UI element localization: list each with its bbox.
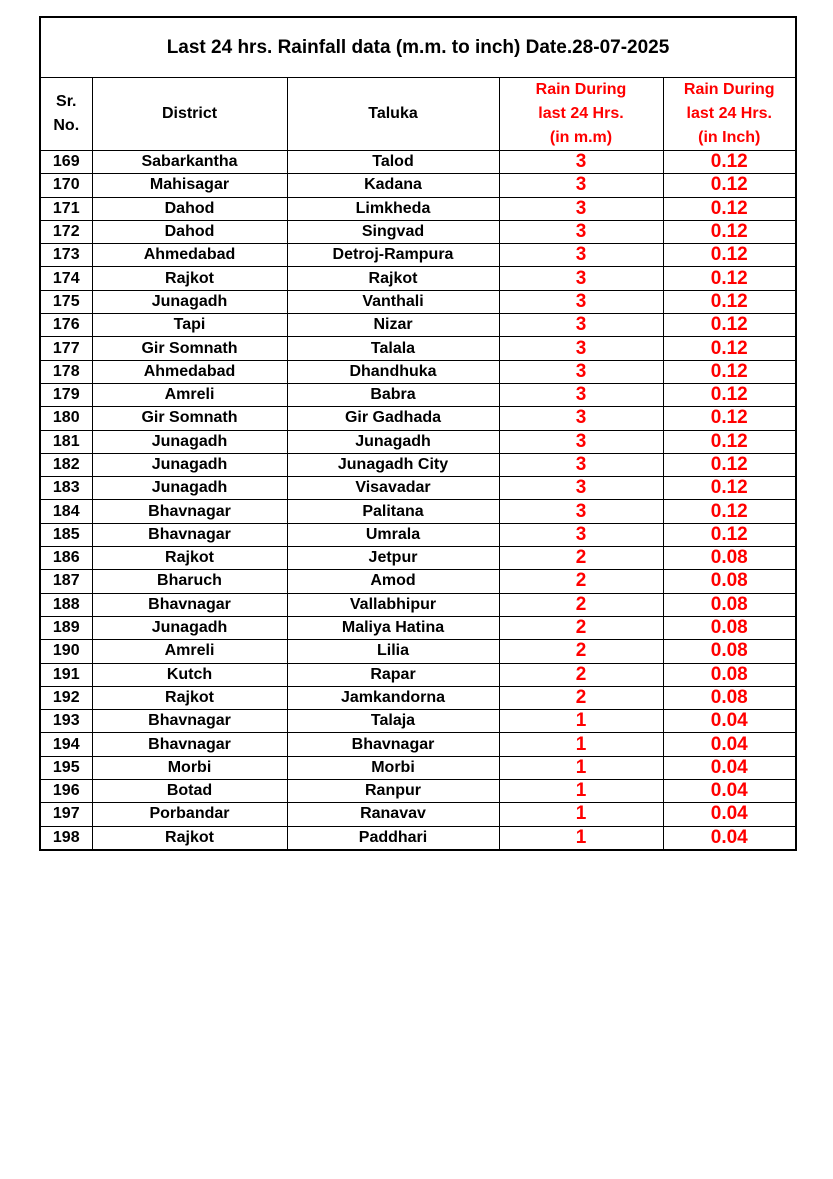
table-row	[40, 220, 796, 243]
cell-rain-mm: 2	[499, 547, 663, 570]
cell-district: Porbandar	[92, 803, 287, 826]
header-sr-no: Sr. No.	[40, 78, 92, 151]
cell-rain-inch: 0.12	[663, 477, 796, 500]
cell-taluka: Morbi	[287, 756, 499, 779]
cell-sr-no: 181	[40, 430, 92, 453]
cell-rain-mm: 1	[499, 780, 663, 803]
cell-sr-no: 198	[40, 826, 92, 850]
table-row	[40, 803, 796, 826]
cell-rain-inch: 0.12	[663, 453, 796, 476]
cell-district: Amreli	[92, 640, 287, 663]
cell-sr-no: 196	[40, 780, 92, 803]
table-row	[40, 523, 796, 546]
table-row	[40, 547, 796, 570]
cell-district: Bhavnagar	[92, 523, 287, 546]
cell-rain-inch: 0.08	[663, 593, 796, 616]
cell-taluka: Junagadh City	[287, 453, 499, 476]
cell-sr-no: 197	[40, 803, 92, 826]
cell-taluka: Dhandhuka	[287, 360, 499, 383]
cell-rain-inch: 0.04	[663, 803, 796, 826]
table-row	[40, 430, 796, 453]
cell-sr-no: 169	[40, 151, 92, 174]
cell-rain-inch: 0.12	[663, 244, 796, 267]
table-title: Last 24 hrs. Rainfall data (m.m. to inch) Date.28-07-2025	[40, 17, 796, 78]
table-row	[40, 710, 796, 733]
table-row	[40, 197, 796, 220]
cell-taluka: Jamkandorna	[287, 686, 499, 709]
cell-rain-mm: 2	[499, 640, 663, 663]
table-row	[40, 290, 796, 313]
cell-sr-no: 195	[40, 756, 92, 779]
cell-district: Kutch	[92, 663, 287, 686]
cell-rain-inch: 0.04	[663, 826, 796, 850]
cell-taluka: Lilia	[287, 640, 499, 663]
header-rain-inch: Rain During last 24 Hrs. (in Inch)	[663, 78, 796, 151]
cell-taluka: Vanthali	[287, 290, 499, 313]
cell-rain-inch: 0.12	[663, 430, 796, 453]
cell-sr-no: 192	[40, 686, 92, 709]
cell-rain-inch: 0.12	[663, 197, 796, 220]
cell-taluka: Rajkot	[287, 267, 499, 290]
cell-sr-no: 188	[40, 593, 92, 616]
table-row	[40, 686, 796, 709]
cell-taluka: Babra	[287, 383, 499, 406]
table-row	[40, 383, 796, 406]
cell-rain-mm: 3	[499, 360, 663, 383]
cell-rain-mm: 2	[499, 570, 663, 593]
table-row	[40, 453, 796, 476]
cell-taluka: Gir Gadhada	[287, 407, 499, 430]
cell-rain-mm: 3	[499, 314, 663, 337]
cell-rain-mm: 2	[499, 663, 663, 686]
cell-district: Ahmedabad	[92, 360, 287, 383]
cell-rain-mm: 3	[499, 383, 663, 406]
cell-sr-no: 180	[40, 407, 92, 430]
cell-district: Bhavnagar	[92, 733, 287, 756]
table-row	[40, 640, 796, 663]
cell-sr-no: 186	[40, 547, 92, 570]
table-row	[40, 337, 796, 360]
cell-sr-no: 176	[40, 314, 92, 337]
cell-district: Bhavnagar	[92, 500, 287, 523]
cell-rain-inch: 0.04	[663, 710, 796, 733]
cell-district: Botad	[92, 780, 287, 803]
cell-taluka: Talod	[287, 151, 499, 174]
cell-rain-mm: 2	[499, 686, 663, 709]
cell-district: Gir Somnath	[92, 337, 287, 360]
cell-sr-no: 183	[40, 477, 92, 500]
cell-rain-inch: 0.08	[663, 570, 796, 593]
cell-rain-mm: 3	[499, 523, 663, 546]
cell-rain-mm: 1	[499, 710, 663, 733]
cell-taluka: Palitana	[287, 500, 499, 523]
cell-district: Tapi	[92, 314, 287, 337]
cell-taluka: Detroj-Rampura	[287, 244, 499, 267]
header-row	[40, 78, 796, 151]
cell-rain-inch: 0.12	[663, 314, 796, 337]
cell-district: Dahod	[92, 220, 287, 243]
cell-taluka: Bhavnagar	[287, 733, 499, 756]
table-row	[40, 570, 796, 593]
cell-sr-no: 182	[40, 453, 92, 476]
table-row	[40, 780, 796, 803]
cell-taluka: Nizar	[287, 314, 499, 337]
cell-rain-mm: 3	[499, 267, 663, 290]
cell-district: Gir Somnath	[92, 407, 287, 430]
cell-rain-mm: 3	[499, 407, 663, 430]
cell-sr-no: 184	[40, 500, 92, 523]
cell-taluka: Umrala	[287, 523, 499, 546]
cell-rain-mm: 3	[499, 477, 663, 500]
cell-rain-inch: 0.12	[663, 220, 796, 243]
cell-rain-mm: 3	[499, 500, 663, 523]
cell-district: Amreli	[92, 383, 287, 406]
cell-taluka: Ranavav	[287, 803, 499, 826]
cell-rain-inch: 0.08	[663, 686, 796, 709]
cell-taluka: Talaja	[287, 710, 499, 733]
cell-district: Mahisagar	[92, 174, 287, 197]
cell-sr-no: 174	[40, 267, 92, 290]
cell-rain-mm: 3	[499, 151, 663, 174]
cell-taluka: Paddhari	[287, 826, 499, 850]
cell-district: Rajkot	[92, 826, 287, 850]
cell-rain-inch: 0.08	[663, 640, 796, 663]
cell-sr-no: 190	[40, 640, 92, 663]
cell-rain-inch: 0.12	[663, 267, 796, 290]
cell-district: Junagadh	[92, 616, 287, 639]
cell-rain-inch: 0.12	[663, 407, 796, 430]
cell-rain-mm: 1	[499, 733, 663, 756]
cell-sr-no: 191	[40, 663, 92, 686]
header-taluka: Taluka	[287, 78, 499, 151]
cell-sr-no: 179	[40, 383, 92, 406]
cell-district: Morbi	[92, 756, 287, 779]
cell-rain-inch: 0.12	[663, 290, 796, 313]
cell-district: Dahod	[92, 197, 287, 220]
cell-taluka: Jetpur	[287, 547, 499, 570]
cell-taluka: Visavadar	[287, 477, 499, 500]
table-row	[40, 500, 796, 523]
cell-rain-inch: 0.12	[663, 523, 796, 546]
cell-taluka: Ranpur	[287, 780, 499, 803]
table-row	[40, 663, 796, 686]
table-row	[40, 314, 796, 337]
cell-rain-mm: 3	[499, 290, 663, 313]
cell-rain-mm: 1	[499, 803, 663, 826]
table-row	[40, 756, 796, 779]
cell-rain-mm: 3	[499, 220, 663, 243]
cell-district: Bharuch	[92, 570, 287, 593]
cell-taluka: Rapar	[287, 663, 499, 686]
cell-rain-mm: 1	[499, 826, 663, 850]
cell-sr-no: 194	[40, 733, 92, 756]
cell-rain-mm: 3	[499, 197, 663, 220]
cell-rain-mm: 3	[499, 430, 663, 453]
table-row	[40, 174, 796, 197]
cell-district: Junagadh	[92, 290, 287, 313]
table-row	[40, 360, 796, 383]
cell-sr-no: 172	[40, 220, 92, 243]
cell-sr-no: 173	[40, 244, 92, 267]
cell-rain-inch: 0.08	[663, 663, 796, 686]
table-row	[40, 267, 796, 290]
table-row	[40, 407, 796, 430]
cell-rain-mm: 2	[499, 616, 663, 639]
cell-district: Bhavnagar	[92, 593, 287, 616]
header-rain-mm: Rain During last 24 Hrs. (in m.m)	[499, 78, 663, 151]
cell-sr-no: 187	[40, 570, 92, 593]
cell-rain-inch: 0.04	[663, 756, 796, 779]
cell-rain-inch: 0.12	[663, 337, 796, 360]
table-body	[40, 151, 796, 850]
cell-sr-no: 171	[40, 197, 92, 220]
cell-taluka: Junagadh	[287, 430, 499, 453]
cell-taluka: Singvad	[287, 220, 499, 243]
table-row	[40, 477, 796, 500]
cell-taluka: Maliya Hatina	[287, 616, 499, 639]
cell-taluka: Kadana	[287, 174, 499, 197]
cell-rain-mm: 3	[499, 453, 663, 476]
cell-rain-mm: 3	[499, 174, 663, 197]
table-row	[40, 616, 796, 639]
cell-taluka: Limkheda	[287, 197, 499, 220]
table-row	[40, 593, 796, 616]
cell-sr-no: 189	[40, 616, 92, 639]
cell-sr-no: 185	[40, 523, 92, 546]
cell-sr-no: 178	[40, 360, 92, 383]
cell-taluka: Vallabhipur	[287, 593, 499, 616]
cell-sr-no: 175	[40, 290, 92, 313]
cell-taluka: Amod	[287, 570, 499, 593]
table-row	[40, 826, 796, 850]
cell-rain-mm: 3	[499, 244, 663, 267]
cell-district: Bhavnagar	[92, 710, 287, 733]
cell-sr-no: 193	[40, 710, 92, 733]
cell-district: Junagadh	[92, 477, 287, 500]
cell-rain-inch: 0.12	[663, 174, 796, 197]
cell-rain-inch: 0.04	[663, 733, 796, 756]
cell-rain-inch: 0.12	[663, 383, 796, 406]
cell-rain-inch: 0.04	[663, 780, 796, 803]
cell-rain-mm: 2	[499, 593, 663, 616]
cell-district: Junagadh	[92, 430, 287, 453]
cell-rain-inch: 0.08	[663, 547, 796, 570]
cell-rain-inch: 0.12	[663, 500, 796, 523]
table-row	[40, 244, 796, 267]
header-district: District	[92, 78, 287, 151]
table-row	[40, 151, 796, 174]
cell-district: Rajkot	[92, 686, 287, 709]
cell-sr-no: 177	[40, 337, 92, 360]
cell-taluka: Talala	[287, 337, 499, 360]
cell-rain-inch: 0.12	[663, 151, 796, 174]
cell-district: Sabarkantha	[92, 151, 287, 174]
cell-rain-inch: 0.08	[663, 616, 796, 639]
rainfall-table	[39, 16, 797, 851]
cell-rain-mm: 1	[499, 756, 663, 779]
cell-rain-inch: 0.12	[663, 360, 796, 383]
cell-district: Rajkot	[92, 547, 287, 570]
table-row	[40, 733, 796, 756]
cell-district: Rajkot	[92, 267, 287, 290]
cell-district: Ahmedabad	[92, 244, 287, 267]
cell-rain-mm: 3	[499, 337, 663, 360]
cell-sr-no: 170	[40, 174, 92, 197]
cell-district: Junagadh	[92, 453, 287, 476]
